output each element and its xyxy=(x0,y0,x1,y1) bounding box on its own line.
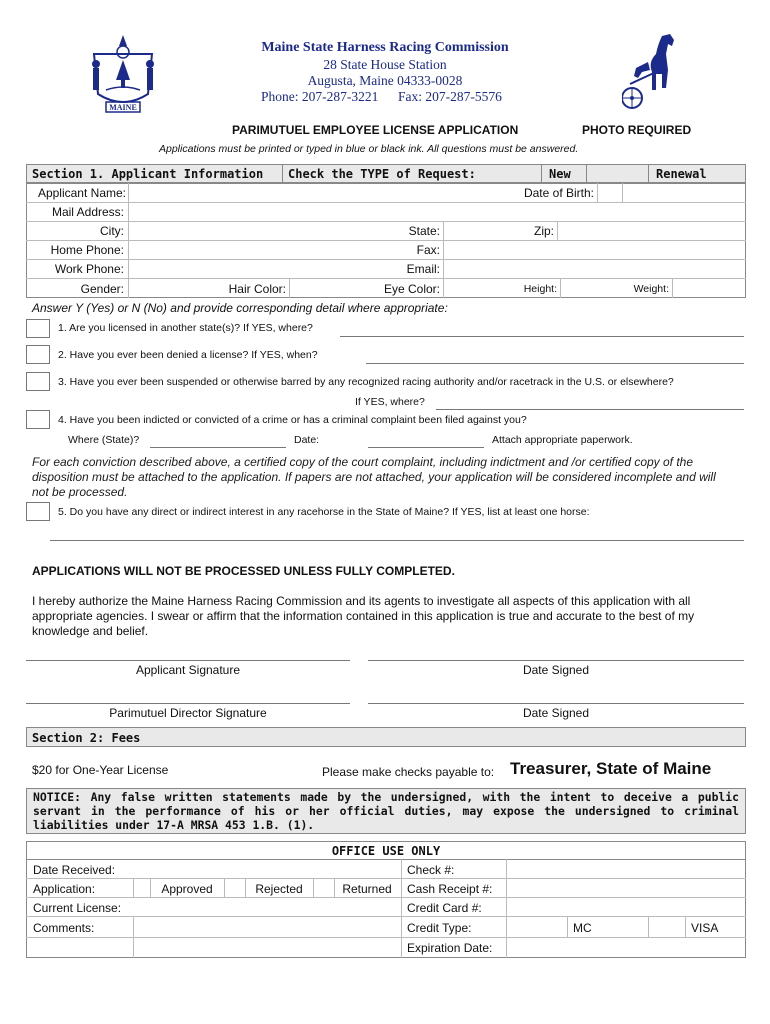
payable-to-label: Please make checks payable to: xyxy=(322,765,495,779)
fax-label: Fax: xyxy=(416,243,440,257)
mc-label: MC xyxy=(573,921,592,935)
authorization-statement: I hereby authorize the Maine Harness Racing Commission and its agents to investigate all aspects of this application with all appropriate agencies. I swear or affirm that the information contained in this application is true and accurate to the best of my knowledge and belief. xyxy=(32,594,695,638)
returned-checkbox[interactable] xyxy=(315,880,333,895)
comments-field[interactable] xyxy=(135,918,399,956)
applicant-date-field[interactable] xyxy=(368,640,744,660)
q4-where-label: Where (State)? xyxy=(68,434,140,446)
hair-color-label: Hair Color: xyxy=(228,282,286,296)
director-signature-label: Parimutuel Director Signature xyxy=(109,706,267,720)
section2-title: Section 2: Fees xyxy=(32,731,141,745)
applicant-signature-field[interactable] xyxy=(26,640,350,660)
renewal-label: Renewal xyxy=(656,167,707,181)
q4-text: 4. Have you been indicted or convicted of a crime or has a criminal complaint been filed against you? xyxy=(58,414,527,426)
mail-address-input[interactable] xyxy=(130,203,744,220)
email-label: Email: xyxy=(406,262,440,276)
q3-answer-box[interactable] xyxy=(26,372,50,391)
maine-seal-icon xyxy=(84,32,162,118)
license-fee: $20 for One-Year License xyxy=(32,763,169,777)
harness-horse-logo xyxy=(622,32,694,114)
approved-label: Approved xyxy=(161,882,213,896)
q5-text: 5. Do you have any direct or indirect interest in any racehorse in the State of Maine? If YES, list at least one horse: xyxy=(58,506,590,518)
ink-instructions: Applications must be printed or typed in blue or black ink. All questions must be answered. xyxy=(159,143,579,155)
q2-text: 2. Have you ever been denied a license? If YES, when? xyxy=(58,349,318,361)
date-received-label: Date Received: xyxy=(33,863,116,877)
q3-where-label: If YES, where? xyxy=(355,396,425,408)
check-number-label: Check #: xyxy=(407,863,455,877)
request-type-label: Check the TYPE of Request: xyxy=(288,167,476,181)
rejected-label: Rejected xyxy=(255,882,303,896)
rejected-checkbox[interactable] xyxy=(226,880,244,895)
dob-label: Date of Birth: xyxy=(523,186,594,200)
address-line1: 28 State House Station xyxy=(323,57,447,72)
approved-checkbox[interactable] xyxy=(135,880,149,895)
photo-required-note: PHOTO REQUIRED xyxy=(582,123,692,137)
state-seal-logo xyxy=(84,32,162,118)
payee-name: Treasurer, State of Maine xyxy=(510,759,712,778)
q4-attach-note: Attach appropriate paperwork. xyxy=(492,434,633,446)
returned-label: Returned xyxy=(342,882,392,896)
applicant-signature-label: Applicant Signature xyxy=(135,663,241,677)
q1-text: 1. Are you licensed in another state(s)? If YES, where? xyxy=(58,322,313,334)
q4-date-label: Date: xyxy=(294,434,320,446)
credit-card-label: Credit Card #: xyxy=(407,901,482,915)
office-use-title: OFFICE USE ONLY xyxy=(331,844,441,858)
date-signed-label: Date Signed xyxy=(522,663,590,677)
gender-label: Gender: xyxy=(80,282,124,296)
seal-lettering: MAINE xyxy=(109,103,137,112)
expiration-date-label: Expiration Date: xyxy=(407,941,493,955)
horse-sulky-icon xyxy=(622,32,694,114)
application-label: Application: xyxy=(33,882,96,896)
zip-label: Zip: xyxy=(533,224,554,238)
director-date-field[interactable] xyxy=(368,683,744,703)
gender-input[interactable] xyxy=(130,279,210,297)
q1-answer-box[interactable] xyxy=(26,319,50,338)
credit-type-label: Credit Type: xyxy=(407,921,472,935)
new-checkbox[interactable] xyxy=(590,166,644,181)
q3-text: 3. Have you ever been suspended or otherwise barred by any recognized racing authority and/or racetrack in the U.S. or elsewhere? xyxy=(58,376,674,388)
zip-input[interactable] xyxy=(559,222,744,239)
form-title: PARIMUTUEL EMPLOYEE LICENSE APPLICATION xyxy=(232,123,519,137)
director-signature-field[interactable] xyxy=(26,683,350,703)
height-label: Height: xyxy=(523,283,557,295)
home-phone-label: Home Phone: xyxy=(50,243,124,257)
cash-receipt-label: Cash Receipt #: xyxy=(407,882,493,896)
phone-number: Phone: 207-287-3221 xyxy=(261,89,379,104)
org-name: Maine State Harness Racing Commission xyxy=(261,40,509,55)
q4-answer-box[interactable] xyxy=(26,410,50,429)
yes-no-instructions: Answer Y (Yes) or N (No) and provide corresponding detail where appropriate: xyxy=(32,301,448,315)
dob-input[interactable] xyxy=(624,184,744,201)
fax-number: Fax: 207-287-5576 xyxy=(398,89,502,104)
q5-answer-box[interactable] xyxy=(26,502,50,521)
weight-input[interactable] xyxy=(674,279,744,297)
processing-warning: APPLICATIONS WILL NOT BE PROCESSED UNLESS FULLY COMPLETED. xyxy=(32,564,455,578)
mail-address-label: Mail Address: xyxy=(51,205,124,219)
comments-label: Comments: xyxy=(33,921,95,935)
work-phone-label: Work Phone: xyxy=(54,262,124,276)
fax-input[interactable] xyxy=(445,241,744,258)
q2-answer-box[interactable] xyxy=(26,345,50,364)
eye-color-input[interactable] xyxy=(445,279,505,297)
applicant-name-label: Applicant Name: xyxy=(37,186,126,200)
section1-title: Section 1. Applicant Information xyxy=(32,167,264,181)
current-license-label: Current License: xyxy=(33,901,122,915)
visa-label: VISA xyxy=(691,921,719,935)
state-input[interactable] xyxy=(445,222,505,239)
state-label: State: xyxy=(408,224,440,238)
new-label: New xyxy=(549,167,571,181)
director-date-signed-label: Date Signed xyxy=(522,706,590,720)
address-line2: Augusta, Maine 04333-0028 xyxy=(307,73,463,88)
mc-checkbox[interactable] xyxy=(650,918,684,935)
false-statement-notice: NOTICE: Any false written statements made by the undersigned, with the intent to deceive a public servant in the performance of his or her official duties, may expose the undersigned to criminal liabilities under 17-A MRSA 453 1.B. (1). xyxy=(33,790,739,832)
city-label: City: xyxy=(100,224,124,238)
email-input[interactable] xyxy=(445,260,744,277)
conviction-note: For each conviction described above, a certified copy of the court complaint, including indictment and /or certified copy of the disposition must be attached to the application. If papers are not attached, your application will be considered incomplete and will not be processed. xyxy=(32,455,716,499)
weight-label: Weight: xyxy=(633,283,669,295)
eye-color-label: Eye Color: xyxy=(383,282,440,296)
applicant-name-input[interactable] xyxy=(130,184,510,201)
